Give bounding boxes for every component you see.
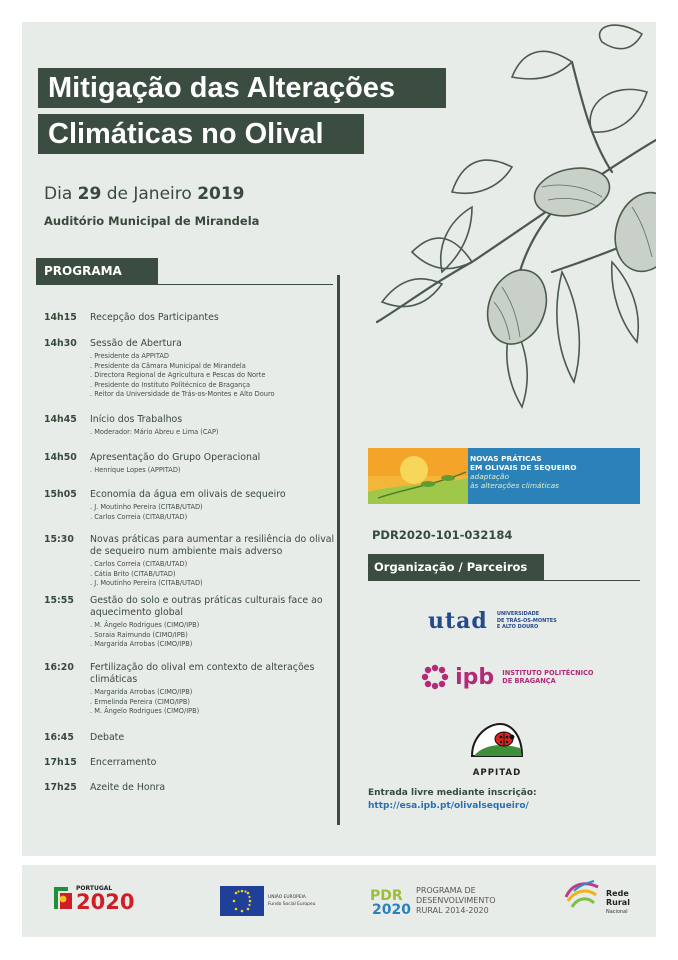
ladybug-icon	[468, 722, 526, 762]
pdr-project-code: PDR2020-101-032184	[372, 528, 513, 542]
event-date	[44, 184, 245, 204]
banner-text	[470, 454, 577, 490]
program-time: 16:45	[44, 732, 74, 743]
program-speakers	[90, 560, 340, 589]
ue-line-1: UNIÃO EUROPEIA	[268, 895, 306, 900]
program-speaker: . J. Moutinho Pereira (CITAB/UTAD)	[90, 579, 203, 588]
banner-line-3: adaptação	[470, 472, 509, 481]
banner-line-1: NOVAS PRÁTICAS	[470, 454, 542, 463]
program-speaker: . Reitor da Universidade de Trás-os-Montes e Alto Douro	[90, 390, 275, 399]
portugal-2020-year: 2020	[76, 890, 135, 914]
program-speaker: . Presidente do Instituto Politécnico de Bragança	[90, 380, 251, 389]
pdr-line-2: DESENVOLVIMENTO	[416, 896, 496, 905]
program-speaker: . Cátia Brito (CITAB/UTAD)	[90, 569, 176, 578]
utad-wordmark: utad	[428, 608, 488, 634]
date-month: de Janeiro	[106, 184, 192, 204]
ue-text	[268, 894, 315, 908]
program-label: Novas práticas para aumentar a resiliência do olival de sequeiro num ambiente mais adverso	[90, 534, 335, 557]
program-label: Recepção dos Participantes	[90, 312, 219, 323]
program-speakers	[90, 621, 340, 650]
program-label: Gestão do solo e outras práticas culturais face ao aquecimento global	[90, 595, 323, 618]
program-speaker: . Henrique Lopes (APPITAD)	[90, 466, 181, 474]
utad-sub-3: E ALTO DOURO	[496, 624, 539, 631]
rede-rural-swirl-icon	[562, 877, 602, 911]
rrn-line-3: Nacional	[606, 909, 628, 916]
program-speaker: . Margarida Arrobas (CIMO/IPB)	[90, 688, 193, 696]
program-time: 14h15	[44, 312, 77, 323]
program-time: 15h05	[44, 489, 77, 500]
partners-heading: Organização / Parceiros	[368, 554, 544, 580]
poster	[22, 22, 656, 856]
date-year: 2019	[197, 184, 245, 204]
utad-sub-1: UNIVERSIDADE	[496, 611, 540, 618]
program-label: Apresentação do Grupo Operacional	[90, 452, 261, 463]
program-time: 17h15	[44, 757, 77, 768]
utad-subtitle	[497, 611, 557, 631]
program-speaker: . M. Ângelo Rodrigues (CIMO/IPB)	[90, 621, 200, 629]
event-venue: Auditório Municipal de Mirandela	[44, 214, 260, 228]
program-speaker: . Moderador: Mário Abreu e Lima (CAP)	[90, 428, 219, 436]
program-time: 14h45	[44, 414, 77, 425]
appitad-logo	[462, 722, 532, 778]
title-line-1: Mitigação das Alterações	[38, 68, 446, 108]
pdr-program-text	[416, 886, 496, 916]
program-speakers	[90, 352, 340, 400]
program-time: 14h30	[44, 338, 77, 349]
programa-divider	[36, 284, 333, 285]
banner-line-2: EM OLIVAIS DE SEQUEIRO	[470, 463, 577, 472]
ipb-sub-1: INSTITUTO POLITÉCNICO	[502, 669, 594, 677]
rrn-line-1: Rede	[606, 889, 629, 898]
program-label: Debate	[90, 732, 125, 743]
program-time: 15:30	[44, 534, 74, 545]
program-speaker: . Directora Regional de Agricultura e Pescas do Norte	[90, 371, 266, 380]
ipb-logo	[420, 664, 594, 690]
registration-link[interactable]: http://esa.ipb.pt/olivalsequeiro/	[368, 801, 529, 811]
rrn-line-2: Rural	[606, 897, 630, 907]
portugal-2020-emblem-icon	[52, 885, 74, 911]
program-time: 15:55	[44, 595, 74, 606]
program-time: 17h25	[44, 782, 77, 793]
program-speaker: . Ermelinda Pereira (CIMO/IPB)	[90, 697, 190, 706]
date-day: 29	[77, 184, 102, 204]
program-time: 16:20	[44, 662, 74, 673]
ipb-subtitle	[502, 669, 593, 685]
program-time: 14h50	[44, 452, 77, 463]
title-line-2: Climáticas no Olival	[38, 114, 364, 154]
ipb-wordmark: ipb	[455, 664, 495, 690]
eu-flag-icon	[220, 886, 264, 916]
program-speaker: . J. Moutinho Pereira (CITAB/UTAD)	[90, 503, 203, 511]
program-speakers	[90, 503, 340, 522]
pdr-logo-text-top: PDR	[370, 888, 403, 904]
program-label: Fertilização do olival em contexto de alterações climáticas	[90, 662, 315, 685]
program-speaker: . Carlos Correia (CITAB/UTAD)	[90, 560, 188, 568]
pdr-logo-text-bottom: 2020	[372, 902, 411, 915]
portugal-word: PORTUGAL	[76, 885, 113, 892]
utad-logo	[428, 608, 557, 634]
program-label: Encerramento	[90, 757, 157, 768]
program-speaker: . Presidente da APPITAD	[90, 352, 169, 360]
program-label: Sessão de Abertura	[90, 338, 182, 349]
program-speaker: . Soraia Raimundo (CIMO/IPB)	[90, 630, 188, 639]
sponsor-footer	[22, 865, 656, 937]
rede-rural-text	[606, 890, 630, 917]
program-speaker: . Presidente da Câmara Municipal de Mirandela	[90, 361, 246, 370]
utad-sub-2: DE TRÁS-OS-MONTES	[496, 617, 557, 624]
appitad-name: APPITAD	[472, 768, 522, 778]
sun-olive-icon	[368, 448, 468, 504]
partners-divider	[368, 580, 640, 581]
banner-line-4: às alterações climáticas	[470, 481, 559, 490]
program-speaker: . Carlos Correia (CITAB/UTAD)	[90, 512, 188, 521]
program-label: Economia da água em olivais de sequeiro	[90, 489, 286, 500]
ipb-sub-2: DE BRAGANÇA	[502, 677, 556, 685]
pdr-logo-icon	[368, 885, 412, 915]
program-speakers	[90, 428, 340, 438]
project-banner	[368, 448, 640, 504]
program-speaker: . Margarida Arrobas (CIMO/IPB)	[90, 640, 193, 649]
program-speaker: . M. Ângelo Rodrigues (CIMO/IPB)	[90, 707, 200, 716]
ue-line-2: Fundo Social Europeu	[268, 902, 316, 907]
program-label: Azeite de Honra	[90, 782, 166, 793]
program-label: Início dos Trabalhos	[90, 414, 183, 425]
programa-heading: PROGRAMA	[36, 258, 158, 284]
program-speakers	[90, 688, 340, 717]
pdr-line-3: RURAL 2014-2020	[416, 906, 489, 915]
program-speakers	[90, 466, 340, 476]
date-prefix: Dia	[44, 184, 73, 204]
ipb-emblem-icon	[420, 664, 450, 690]
pdr-line-1: PROGRAMA DE	[416, 886, 476, 895]
registration-label: Entrada livre mediante inscrição:	[368, 788, 537, 798]
